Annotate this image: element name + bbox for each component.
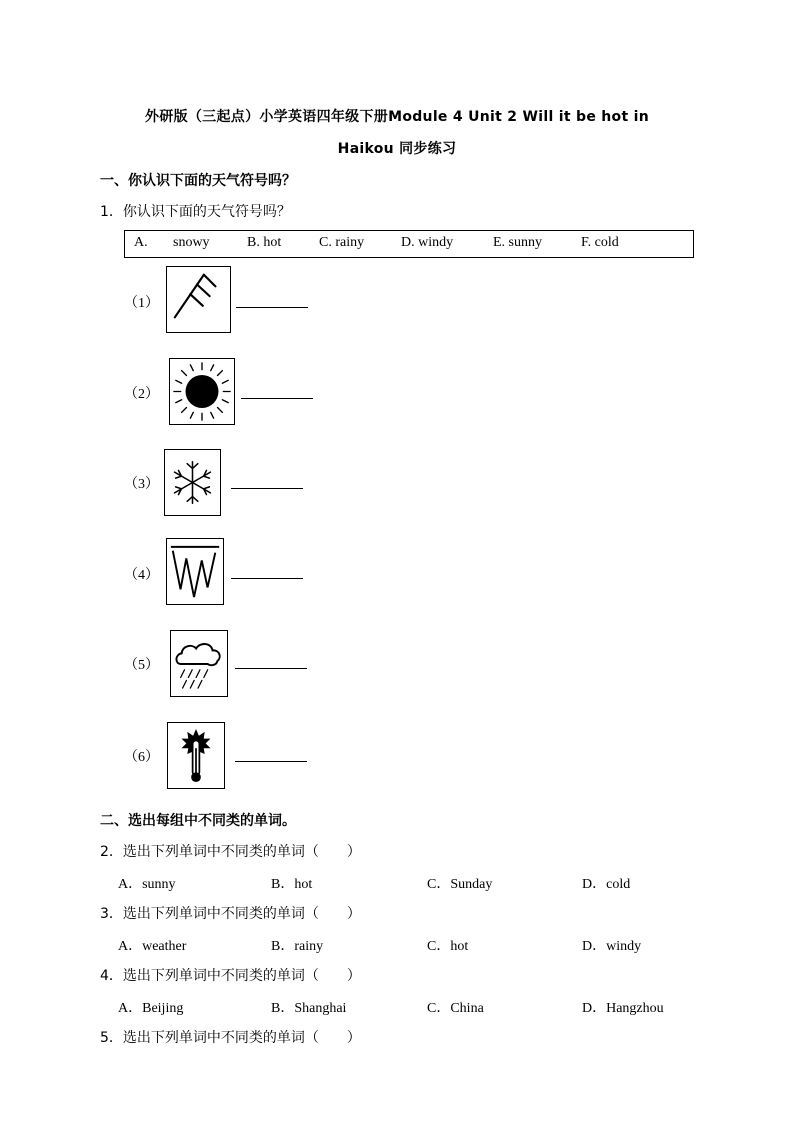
item-2-label: （2） — [124, 387, 159, 402]
cold-icon — [166, 538, 224, 605]
option-a-letter: A. — [134, 235, 148, 250]
answer-blank-1[interactable] — [236, 307, 308, 308]
option-a-word: snowy — [173, 235, 210, 250]
question-2-choice-a[interactable]: A．sunny — [118, 877, 176, 892]
question-5-stem: 5．选出下列单词中不同类的单词（ ） — [100, 1030, 361, 1046]
question-4-stem: 4．选出下列单词中不同类的单词（ ） — [100, 968, 361, 984]
windy-icon — [166, 266, 231, 333]
page-title-line1: 外研版（三起点）小学英语四年级下册Module 4 Unit 2 Will it be hot in — [144, 109, 650, 125]
question-2-choice-b[interactable]: B．hot — [271, 877, 313, 892]
hot-icon — [167, 722, 225, 789]
answer-blank-3[interactable] — [231, 488, 303, 489]
option-c: C. rainy — [319, 235, 365, 250]
question-4-choice-b[interactable]: B．Shanghai — [271, 1001, 347, 1016]
question-2-choice-d[interactable]: D．cold — [582, 877, 631, 892]
section-heading-1: 一、你认识下面的天气符号吗？ — [100, 173, 296, 189]
item-4-label: （4） — [124, 568, 159, 583]
item-6-label: （6） — [124, 750, 159, 765]
option-f: F. cold — [581, 235, 619, 250]
page-title-line2: Haikou 同步练习 — [337, 141, 457, 157]
answer-blank-5[interactable] — [235, 668, 307, 669]
option-d: D. windy — [401, 235, 454, 250]
item-3-label: （3） — [124, 477, 159, 492]
answer-blank-2[interactable] — [241, 398, 313, 399]
question-3-choice-c[interactable]: C．hot — [427, 939, 469, 954]
question-4-choice-d[interactable]: D．Hangzhou — [582, 1001, 664, 1016]
question-2-choice-c[interactable]: C．Sunday — [427, 877, 493, 892]
question-3-choice-d[interactable]: D．windy — [582, 939, 642, 954]
question-4-choice-a[interactable]: A．Beijing — [118, 1001, 184, 1016]
item-5-label: （5） — [124, 658, 159, 673]
question-1-stem: 1．你认识下面的天气符号吗？ — [100, 204, 291, 220]
answer-blank-4[interactable] — [231, 578, 303, 579]
option-b: B. hot — [247, 235, 282, 250]
item-1-label: （1） — [124, 296, 159, 311]
question-2-stem: 2．选出下列单词中不同类的单词（ ） — [100, 844, 361, 860]
question-3-stem: 3．选出下列单词中不同类的单词（ ） — [100, 906, 361, 922]
question-4-choice-c[interactable]: C．China — [427, 1001, 484, 1016]
options-box — [124, 230, 694, 258]
question-3-choice-b[interactable]: B．rainy — [271, 939, 324, 954]
section-heading-2: 二、选出每组中不同类的单词。 — [100, 813, 296, 829]
answer-blank-6[interactable] — [235, 761, 307, 762]
sunny-icon — [169, 358, 235, 425]
snowy-icon — [164, 449, 221, 516]
question-3-choice-a[interactable]: A．weather — [118, 939, 187, 954]
rainy-icon — [170, 630, 228, 697]
option-e: E. sunny — [493, 235, 542, 250]
